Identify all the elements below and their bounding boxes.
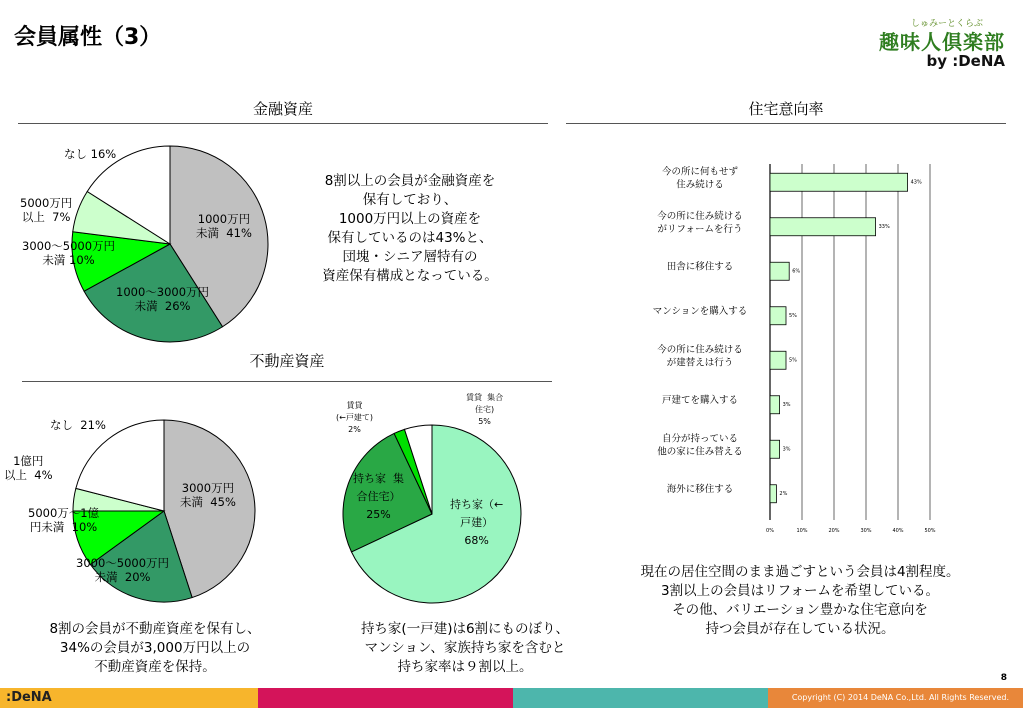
logo-main: 趣味人倶楽部 xyxy=(879,30,1005,54)
category-label-5: 戸建てを購入する xyxy=(661,394,739,406)
bar-5 xyxy=(770,396,780,414)
x-tick-label-0: 0% xyxy=(766,528,774,534)
bar-6 xyxy=(770,440,780,458)
fin-label-4: なし 16% xyxy=(64,147,117,161)
house-label-3: 賃貸 集合 住宅) 5% xyxy=(466,393,504,426)
house-label-1: 持ち家 集 合住宅） 25% xyxy=(353,472,404,521)
bar-value-label-0: 43% xyxy=(910,179,922,186)
category-label-2: 田舎に移住する xyxy=(666,261,734,273)
bar-value-label-3: 5% xyxy=(789,312,797,319)
x-tick-label-3: 30% xyxy=(860,528,872,534)
footer-segment-magenta xyxy=(258,688,513,708)
bar-value-label-2: 6% xyxy=(792,268,801,275)
realestate-divider xyxy=(22,381,552,382)
fin-label-2: 3000～5000万円 未満 10% xyxy=(22,239,116,267)
bar-value-label-5: 3% xyxy=(782,401,791,408)
bar-value-label-7: 2% xyxy=(779,490,788,497)
re-label-0: 3000万円 未満 45% xyxy=(180,481,236,509)
fin-label-3: 5000万円 以上 7% xyxy=(20,196,73,224)
re-label-4: なし 21% xyxy=(50,418,106,432)
intention-heading: 住宅意向率 xyxy=(748,100,824,118)
x-tick-label-4: 40% xyxy=(892,528,904,534)
bar-3 xyxy=(770,307,786,325)
bar-4 xyxy=(770,351,786,369)
page-title: 会員属性（3） xyxy=(14,25,162,50)
bar-value-label-1: 33% xyxy=(878,223,890,230)
category-label-4: 今の所に住み続けるが建替えは行う xyxy=(657,344,743,369)
intention-note: 現在の居住空間のまま過ごすという会員は4割程度。 3割以上の会員はリフォームを希望している。 その他、バリエーション豊かな住宅意向を 持つ会員が存在している状況。 xyxy=(640,564,960,637)
re-label-1: 3000～5000万円 未満 20% xyxy=(76,556,170,584)
page-number: 8 xyxy=(1000,673,1007,683)
re-label-3: 1億円 以上 4% xyxy=(4,454,53,482)
logo-by: by :DeNA xyxy=(926,52,1005,70)
brand-logo xyxy=(855,16,1005,76)
intention-divider xyxy=(566,123,1006,124)
financial-note: 8割以上の会員が金融資産を 保有しており、 1000万円以上の資産を 保有しているのは43%と、 団塊・シニア層特有の 資産保有構成となっている。 xyxy=(322,173,498,284)
footer-segment-teal xyxy=(513,688,768,708)
house-label-0: 持ち家（← 戸建） 68% xyxy=(450,498,504,547)
bar-value-label-6: 3% xyxy=(782,446,791,453)
category-label-3: マンションを購入する xyxy=(652,305,748,317)
x-tick-label-1: 10% xyxy=(796,528,808,534)
category-label-7: 海外に移住する xyxy=(666,483,734,495)
x-tick-label-5: 50% xyxy=(924,528,936,534)
category-label-1: 今の所に住み続けるがリフォームを行う xyxy=(657,210,743,235)
realestate-note: 8割の会員が不動産資産を保有し、 34%の会員が3,000万円以上の 不動産資産を保持。 xyxy=(49,621,261,675)
footer-logo: :DeNA xyxy=(6,690,52,705)
fin-label-0: 1000万円 未満 41% xyxy=(196,212,252,240)
housing-type-note: 持ち家(一戸建)は6割にものぼり、 マンション、家族持ち家を含むと 持ち家率は９割以上。 xyxy=(360,621,570,675)
financial-heading: 金融資産 xyxy=(252,100,313,118)
financial-divider xyxy=(18,123,548,124)
bar-2 xyxy=(770,262,789,280)
x-tick-label-2: 20% xyxy=(828,528,840,534)
re-label-2: 5000万～1億 円未満 10% xyxy=(28,506,100,534)
logo-subtitle: しゅみーとくらぶ xyxy=(910,19,983,29)
bar-1 xyxy=(770,218,876,236)
category-label-6: 自分が持っている他の家に住み替える xyxy=(657,433,743,458)
bar-0 xyxy=(770,173,908,191)
house-label-2: 賃貸 (←戸建て) 2% xyxy=(336,401,373,434)
bar-7 xyxy=(770,485,776,503)
copyright-text: Copyright (C) 2014 DeNA Co.,Ltd. All Rights Reserved. xyxy=(791,693,1009,702)
intention-bar-chart xyxy=(610,160,980,540)
fin-label-1: 1000～3000万円 未満 26% xyxy=(116,285,210,313)
bar-value-label-4: 5% xyxy=(789,357,797,364)
realestate-heading: 不動産資産 xyxy=(249,352,325,370)
category-label-0: 今の所に何もせず住み続ける xyxy=(661,166,739,191)
